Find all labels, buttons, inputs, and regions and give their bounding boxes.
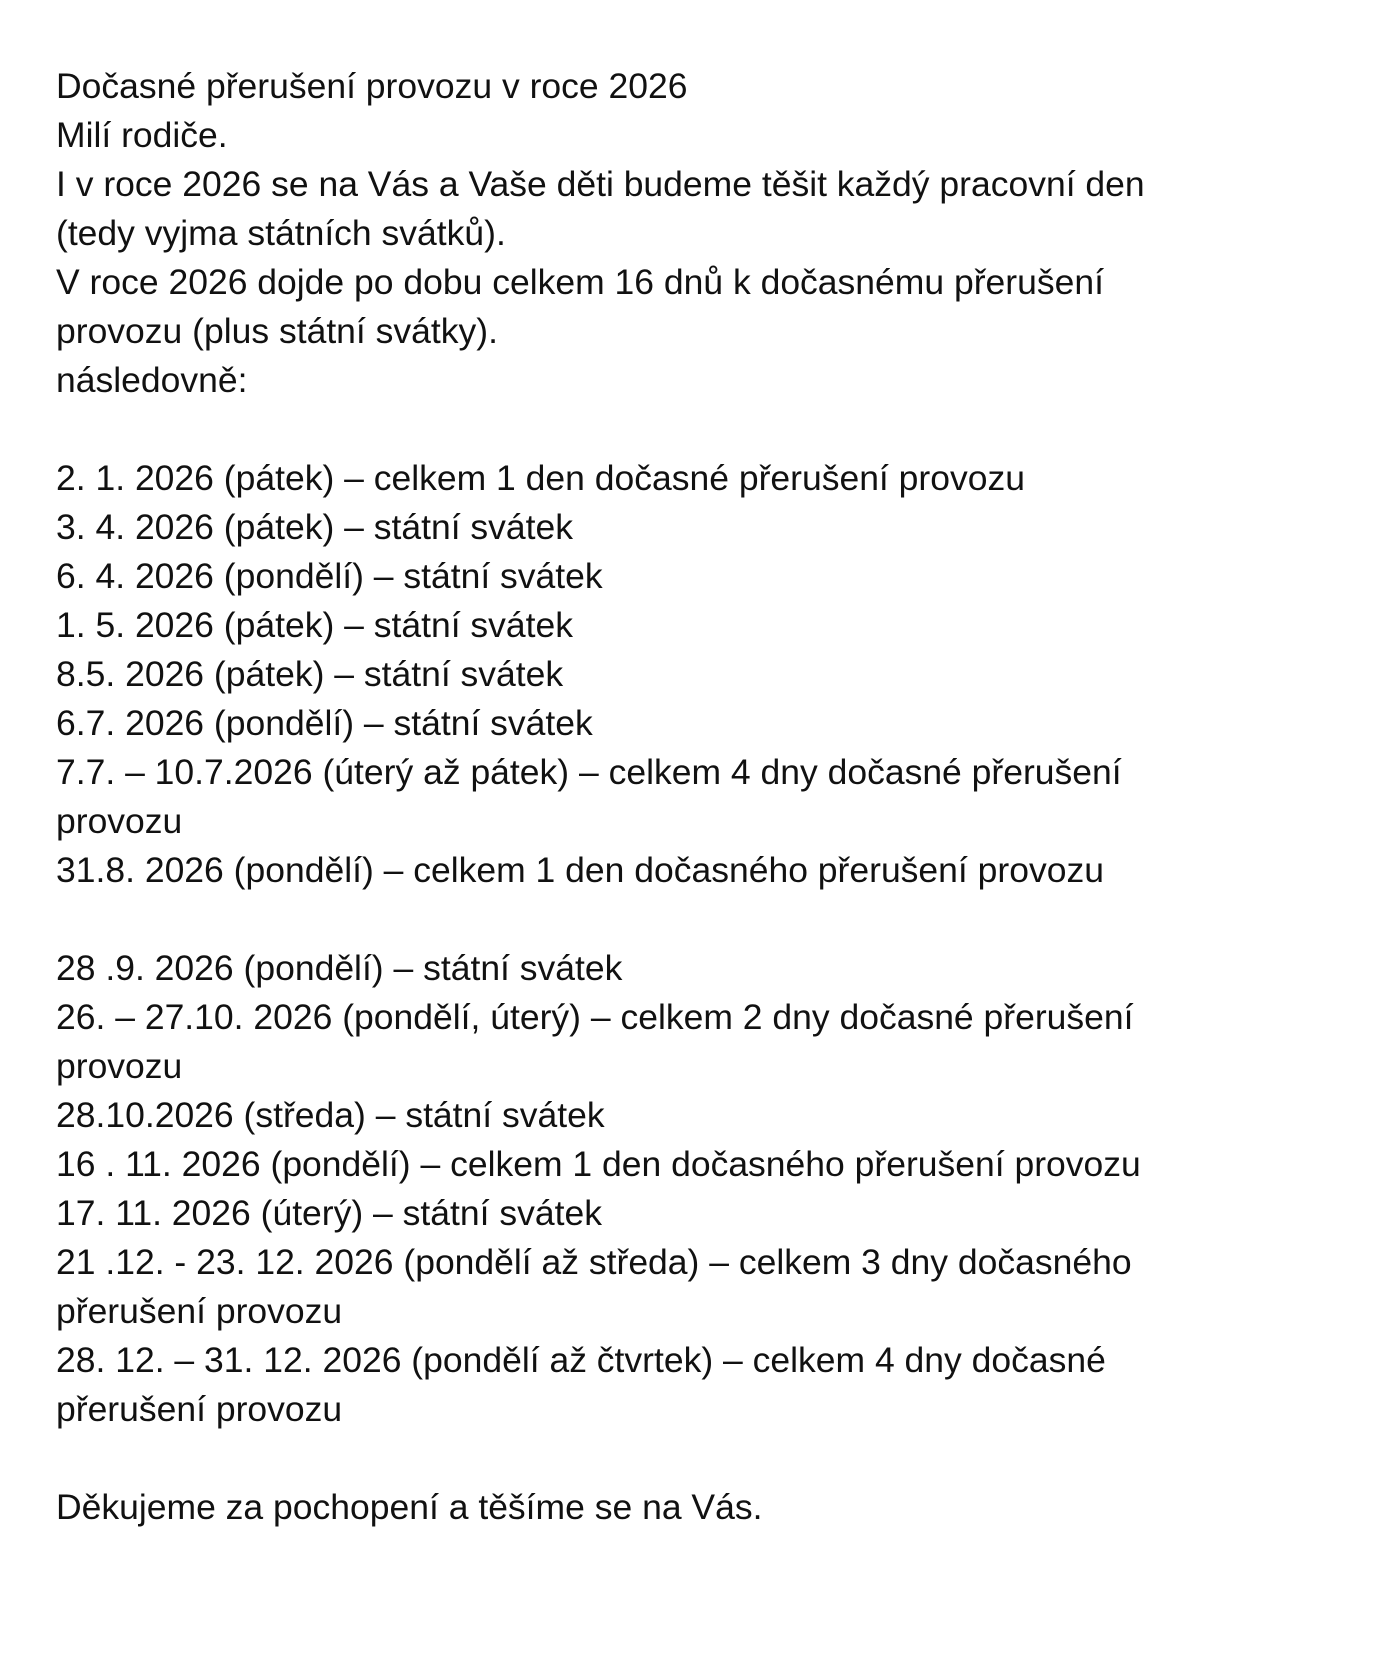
schedule-line: 7.7. – 10.7.2026 (úterý až pátek) – celkem 4 dny dočasné přerušení (56, 752, 1122, 792)
schedule-line: 21 .12. - 23. 12. 2026 (pondělí až středa) – celkem 3 dny dočasného (56, 1242, 1132, 1282)
paragraph-gap (56, 1434, 1326, 1483)
closing-line: Děkujeme za pochopení a těšíme se na Vás. (56, 1487, 763, 1527)
schedule-line: 28 .9. 2026 (pondělí) – státní svátek (56, 948, 623, 988)
schedule-line: provozu (56, 1046, 183, 1086)
schedule-line: 28. 12. – 31. 12. 2026 (pondělí až čtvrtek) – celkem 4 dny dočasné (56, 1340, 1106, 1380)
schedule-line: 6. 4. 2026 (pondělí) – státní svátek (56, 556, 603, 596)
schedule-line: 6.7. 2026 (pondělí) – státní svátek (56, 703, 593, 743)
schedule-line: přerušení provozu (56, 1291, 343, 1331)
schedule-line: 8.5. 2026 (pátek) – státní svátek (56, 654, 564, 694)
intro-line: I v roce 2026 se na Vás a Vaše děti budeme těšit každý pracovní den (56, 164, 1145, 204)
schedule-line: přerušení provozu (56, 1389, 343, 1429)
intro-line: (tedy vyjma státních svátků). (56, 213, 506, 253)
schedule-line: 31.8. 2026 (pondělí) – celkem 1 den dočasného přerušení provozu (56, 850, 1104, 890)
schedule-line: 2. 1. 2026 (pátek) – celkem 1 den dočasné přerušení provozu (56, 458, 1025, 498)
intro-line: následovně: (56, 360, 248, 400)
schedule-line: provozu (56, 801, 183, 841)
schedule-line: 28.10.2026 (středa) – státní svátek (56, 1095, 605, 1135)
paragraph-gap (56, 405, 1326, 454)
schedule-line: 16 . 11. 2026 (pondělí) – celkem 1 den dočasného přerušení provozu (56, 1144, 1141, 1184)
greeting: Milí rodiče. (56, 115, 228, 155)
schedule-line: 1. 5. 2026 (pátek) – státní svátek (56, 605, 574, 645)
intro-line: V roce 2026 dojde po dobu celkem 16 dnů k dočasnému přerušení (56, 262, 1104, 302)
document-title: Dočasné přerušení provozu v roce 2026 (56, 66, 688, 106)
document-body (56, 62, 1326, 1532)
schedule-line: 26. – 27.10. 2026 (pondělí, úterý) – celkem 2 dny dočasné přerušení (56, 997, 1134, 1037)
schedule-line: 17. 11. 2026 (úterý) – státní svátek (56, 1193, 602, 1233)
intro-line: provozu (plus státní svátky). (56, 311, 498, 351)
paragraph-gap (56, 895, 1326, 944)
schedule-line: 3. 4. 2026 (pátek) – státní svátek (56, 507, 574, 547)
